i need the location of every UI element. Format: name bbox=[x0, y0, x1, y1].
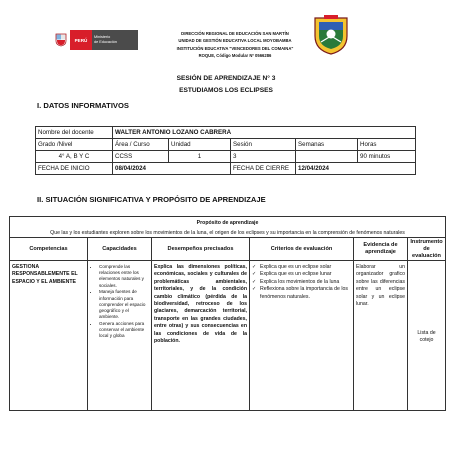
fecha-inicio-label: FECHA DE INICIO bbox=[36, 163, 113, 175]
instrumento-cell: Lista de cotejo bbox=[408, 261, 446, 411]
header-desempenos: Desempeños precisados bbox=[152, 238, 250, 261]
list-item: ✓ Explica que es un eclipse lunar bbox=[252, 271, 332, 278]
unidad-value: 1 bbox=[169, 151, 231, 163]
section-title-datos: I. DATOS INFORMATIVOS bbox=[37, 101, 129, 110]
fecha-cierre-value: 12/04/2024 bbox=[296, 163, 416, 175]
check-icon: ✓ bbox=[252, 286, 257, 293]
logo-ministry: Ministerio de Educación bbox=[92, 30, 138, 50]
peru-shield-icon bbox=[52, 30, 70, 50]
list-item: ✓ Explica que es un eclipse solar bbox=[252, 264, 332, 270]
ministry-logo bbox=[52, 30, 138, 50]
fecha-inicio-value: 08/04/2024 bbox=[113, 163, 231, 175]
table-row bbox=[10, 261, 446, 411]
session-number: SESIÓN DE APRENDIZAJE N° 3 bbox=[176, 75, 276, 82]
criterios-list bbox=[252, 264, 351, 301]
table-row bbox=[10, 228, 446, 238]
header-cell: Horas bbox=[358, 139, 416, 151]
section-title-situacion: II. SITUACIÓN SIGNIFICATIVA Y PROPÓSITO DE APRENDIZAJE bbox=[37, 195, 266, 204]
horas-value: 90 minutos bbox=[358, 151, 416, 163]
header-line: ROQUE, Código Modular Nº 0566286 bbox=[198, 53, 272, 59]
session-title: ESTUDIAMOS LOS ECLIPSES bbox=[179, 87, 273, 94]
list-item: • Maneja fuentes de información para comprender el espacio geográfico y el ambiente. bbox=[99, 289, 149, 320]
header-evidencia: Evidencia de aprendizaje bbox=[354, 238, 408, 261]
table-row bbox=[36, 163, 416, 175]
semanas-value bbox=[296, 151, 358, 163]
purpose-table bbox=[9, 216, 446, 411]
table-row bbox=[36, 127, 416, 139]
check-icon: ✓ bbox=[252, 278, 257, 285]
check-icon: ✓ bbox=[252, 264, 257, 270]
purpose-text: Que las y los estudiantes exploren sobre los movimientos de la luna, el origen de los eclipses y su importancia en la comprensión de fenómenos naturales bbox=[10, 228, 446, 238]
docente-value: WALTER ANTONIO LOZANO CABRERA bbox=[113, 127, 416, 139]
header-cell: Semanas bbox=[296, 139, 358, 151]
purpose-title: Propósito de aprendizaje bbox=[10, 217, 446, 229]
criterios-cell bbox=[250, 261, 354, 411]
header-competencias: Competencias bbox=[10, 238, 88, 261]
list-item: ✓ Explica los movimientos de la luna bbox=[252, 278, 340, 285]
list-item: ✓ Reflexiona sobre la importancia de los fenómenos naturales. bbox=[252, 286, 348, 300]
header-cell: Área / Curso bbox=[113, 139, 169, 151]
header-cell: Unidad bbox=[169, 139, 231, 151]
desempeno-cell: Explica las dimensiones políticas, económicas, sociales y culturales de problemáticas ambientales, territoriales, y de la condición cambio climático (pérdida de la biodiversidad, retroceso de los glaciares, demarcación territorial, transporte en las grandes ciudades, entre otras) y sus consecuencias en las condiciones de vida de la población. bbox=[152, 261, 250, 411]
list-item: • Comprende las relaciones entre los elementos naturales y sociales. bbox=[99, 264, 149, 289]
header-line: UNIDAD DE GESTIÓN EDUCATIVA LOCAL MOYOBAMBA bbox=[178, 38, 292, 44]
header-line: INSTITUCIÓN EDUCATIVA "VENCEDORES DEL COMAINA" bbox=[176, 45, 294, 51]
header-instrumento: Instrumento de evaluación bbox=[408, 238, 446, 261]
capacidades-list bbox=[90, 264, 149, 340]
institution-header bbox=[150, 30, 320, 60]
header-capacidades: Capacidades bbox=[88, 238, 152, 261]
docente-label: Nombre del docente bbox=[36, 127, 113, 139]
grado-value: 4° A, B Y C bbox=[36, 151, 113, 163]
table-row bbox=[36, 151, 416, 163]
header-cell: Sesión bbox=[231, 139, 296, 151]
table-row bbox=[10, 217, 446, 229]
table-row bbox=[36, 139, 416, 151]
list-item: • Genera acciones para conservar el ambiente local y globa bbox=[99, 321, 149, 340]
fecha-cierre-label: FECHA DE CIERRE bbox=[231, 163, 296, 175]
check-icon: ✓ bbox=[252, 271, 257, 278]
header-criterios: Criterios de evaluación bbox=[250, 238, 354, 261]
evidencia-cell: Elaborar un organizador grafico sobre las diferencias entre un eclipse solar y un eclipse lunar. bbox=[354, 261, 408, 411]
area-value: CCSS bbox=[113, 151, 169, 163]
table-header-row bbox=[10, 238, 446, 261]
header-cell: Grado /Nivel bbox=[36, 139, 113, 151]
competencia-cell: GESTIONA RESPONSABLEMENTE EL ESPACIO Y EL AMBIENTE bbox=[10, 261, 88, 411]
header-line: DIRECCIÓN REGIONAL DE EDUCACIÓN SAN MARTÍN bbox=[181, 31, 289, 36]
info-table bbox=[35, 126, 416, 175]
sesion-value: 3 bbox=[231, 151, 296, 163]
logo-country: PERÚ bbox=[70, 30, 92, 50]
capacidades-cell bbox=[88, 261, 152, 411]
school-crest-icon bbox=[312, 14, 350, 56]
